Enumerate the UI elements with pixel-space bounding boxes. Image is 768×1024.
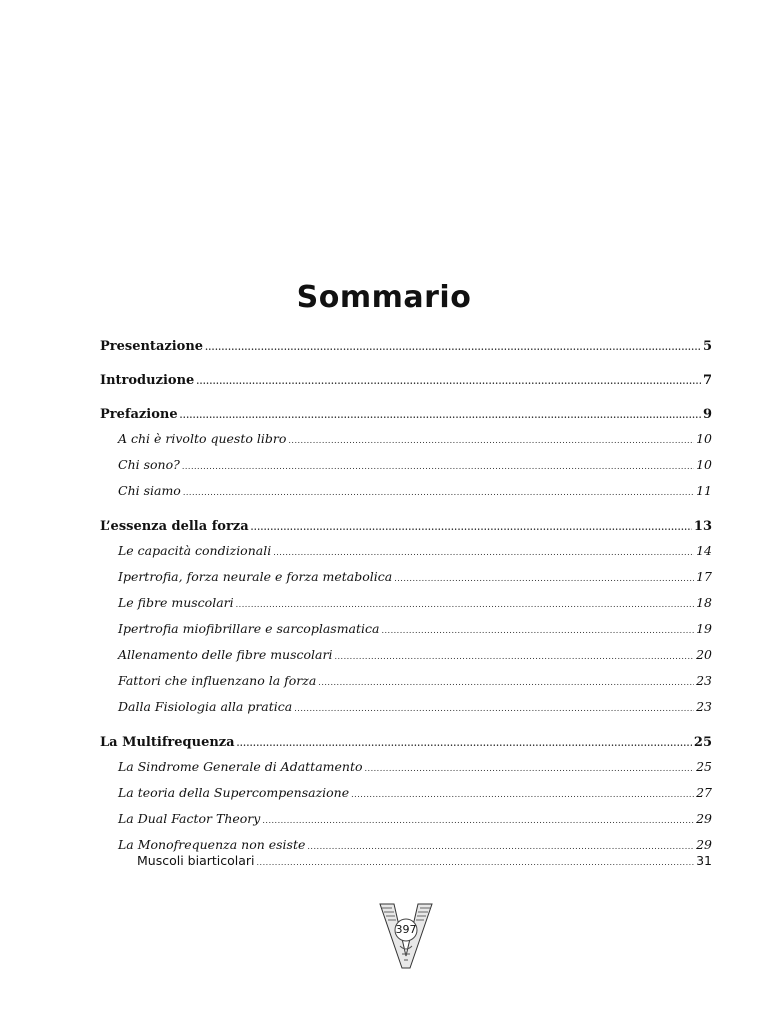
toc-leader [251, 516, 692, 538]
toc-page: 25 [693, 735, 712, 750]
toc-leader [183, 480, 694, 504]
toc-label: A chi è rivolto questo libro [118, 431, 287, 446]
toc-page: 10 [696, 431, 712, 446]
toc-entry-essenza-della-forza[interactable] [100, 516, 712, 538]
toc-label: Ipertrofia miofibrillare e sarcoplasmatica [118, 621, 380, 636]
toc-leader [205, 336, 701, 358]
toc-label: La Dual Factor Theory [118, 811, 261, 826]
toc-entry-ipertrofia-forza[interactable] [100, 564, 712, 590]
toc-leader [394, 566, 694, 590]
toc-page: 18 [696, 595, 712, 610]
toc-label: Fattori che influenzano la forza [118, 673, 317, 688]
toc-leader [262, 808, 694, 832]
toc-page: 29 [696, 811, 712, 826]
toc-entry-fattori-forza[interactable] [100, 668, 712, 694]
toc-leader [334, 644, 694, 668]
page-title: Sommario [296, 280, 472, 315]
toc-label: Muscoli biarticolari [137, 853, 255, 868]
toc-leader [294, 696, 694, 720]
toc-label: Introduzione [100, 373, 195, 388]
toc-page: 5 [702, 339, 712, 354]
toc-page: 29 [696, 837, 712, 852]
toc-label: La teoria della Supercompensazione [118, 785, 350, 800]
toc-entry-a-chi-e-rivolto[interactable] [100, 426, 712, 452]
toc-label: La Multifrequenza [100, 735, 235, 750]
toc-leader [381, 618, 694, 642]
toc-leader [257, 855, 695, 869]
toc-leader [180, 404, 701, 426]
toc-label: La Sindrome Generale di Adattamento [118, 759, 363, 774]
toc-entry-fibre-muscolari[interactable] [100, 590, 712, 616]
toc-entry-multifrequenza[interactable] [100, 732, 712, 754]
toc-leader [351, 782, 694, 806]
toc-page: 17 [696, 569, 712, 584]
page-number: 397 [395, 923, 417, 936]
toc-label: Allenamento delle fibre muscolari [118, 647, 333, 662]
toc-entry-allenamento-fibre[interactable] [100, 642, 712, 668]
toc-label: Ipertrofia, forza neurale e forza metabolica [118, 569, 393, 584]
toc-page: 23 [696, 699, 712, 714]
toc-leader [288, 428, 694, 452]
toc-leader [318, 670, 694, 694]
toc-label: Le fibre muscolari [118, 595, 234, 610]
toc-page: 31 [696, 853, 712, 868]
toc-page: 10 [696, 457, 712, 472]
toc-label: Chi sono? [118, 457, 180, 472]
toc-label: Chi siamo [118, 483, 181, 498]
toc-entry-fisiologia-pratica[interactable] [100, 694, 712, 720]
toc-page: 23 [696, 673, 712, 688]
table-of-contents [100, 336, 712, 869]
toc-label: Presentazione [100, 339, 204, 354]
toc-leader [273, 540, 694, 564]
toc-entry-prefazione[interactable] [100, 404, 712, 426]
toc-leader [236, 592, 694, 616]
toc-page: 25 [696, 759, 712, 774]
toc-label: Prefazione [100, 407, 178, 422]
toc-entry-supercompensazione[interactable] [100, 780, 712, 806]
toc-page: 27 [696, 785, 712, 800]
winged-logo-icon [374, 898, 438, 974]
toc-page: 7 [702, 373, 712, 388]
toc-label: L’essenza della forza [100, 519, 249, 534]
toc-leader [182, 454, 694, 478]
toc-entry-dual-factor[interactable] [100, 806, 712, 832]
toc-page: 11 [696, 483, 712, 498]
toc-entry-ipertrofia-miofibrillare[interactable] [100, 616, 712, 642]
toc-entry-capacita-condizionali[interactable] [100, 538, 712, 564]
page-number-emblem [374, 898, 438, 974]
toc-entry-introduzione[interactable] [100, 370, 712, 392]
toc-entry-chi-sono[interactable] [100, 452, 712, 478]
toc-leader [365, 756, 695, 780]
toc-label: Dalla Fisiologia alla pratica [118, 699, 293, 714]
toc-page: 20 [696, 647, 712, 662]
toc-page: 19 [696, 621, 712, 636]
toc-leader [237, 732, 692, 754]
toc-page: 14 [696, 543, 712, 558]
toc-label: Le capacità condizionali [118, 543, 272, 558]
toc-entry-chi-siamo[interactable] [100, 478, 712, 504]
toc-entry-muscoli-biarticolari[interactable] [100, 853, 712, 869]
toc-leader [196, 370, 701, 392]
toc-entry-presentazione[interactable] [100, 336, 712, 358]
toc-entry-sindrome-adattamento[interactable] [100, 754, 712, 780]
toc-page: 9 [702, 407, 712, 422]
toc-label: La Monofrequenza non esiste [118, 837, 306, 852]
toc-page: 13 [693, 519, 712, 534]
